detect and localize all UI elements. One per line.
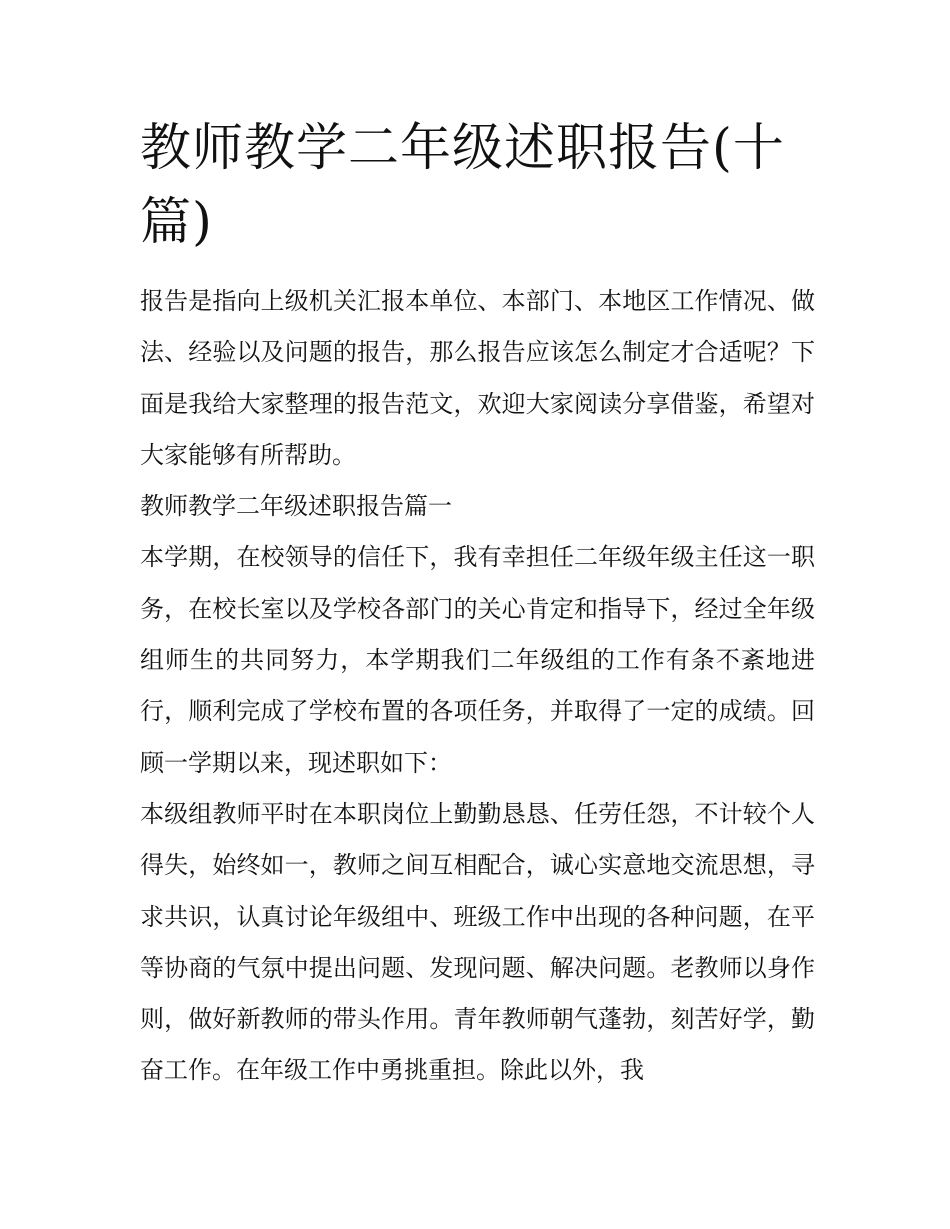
document-body — [140, 276, 815, 1097]
document-title: 教师教学二年级述职报告(十篇) — [140, 119, 785, 252]
section-heading: 教师教学二年级述职报告篇一 — [140, 492, 452, 521]
intro-paragraph: 报告是指向上级机关汇报本单位、本部门、本地区工作情况、做法、经验以及问题的报告，那么报告应该怎么制定才合适呢？下面是我给大家整理的报告范文，欢迎大家阅读分享借鉴，希望对大家能够有所帮助。 — [140, 287, 815, 469]
body-paragraph: 本学期，在校领导的信任下，我有幸担任二年级年级主任这一职务，在校长室以及学校各部门的关心肯定和指导下，经过全年级组师生的共同努力，本学期我们二年级组的工作有条不紊地进行，顺利完成了学校布置的各项任务，并取得了一定的成绩。回顾一学期以来，现述职如下： — [140, 543, 815, 777]
body-paragraph: 本级组教师平时在本职岗位上勤勤恳恳、任劳任怨，不计较个人得失，始终如一，教师之间互相配合，诚心实意地交流思想，寻求共识，认真讨论年级组中、班级工作中出现的各种问题，在平等协商的气氛中提出问题、发现问题、解决问题。老教师以身作则，做好新教师的带头作用。青年教师朝气蓬勃，刻苦好学，勤奋工作。在年级工作中勇挑重担。除此以外，我 — [140, 799, 815, 1085]
